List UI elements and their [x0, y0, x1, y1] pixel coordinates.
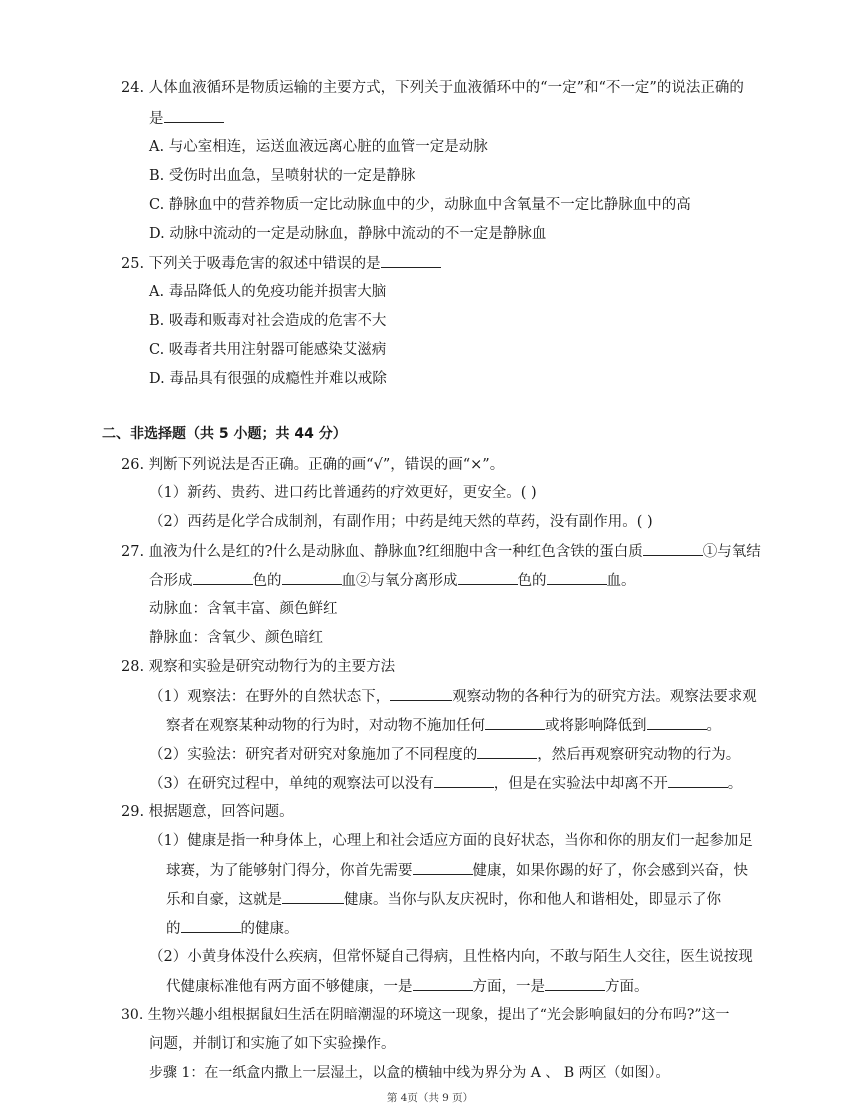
answer-blank[interactable]: [485, 715, 545, 730]
q24-stem-end: 是: [149, 111, 164, 127]
q25-stem-line: [121, 253, 441, 274]
answer-blank[interactable]: [413, 976, 473, 991]
q28-item-2: [149, 744, 740, 765]
q27-text: 血。: [606, 573, 636, 589]
q27-text: ①与氧结: [702, 544, 761, 560]
answer-blank[interactable]: [181, 918, 241, 933]
q28-item-1-line1: [149, 686, 757, 707]
q27-text: 色的: [517, 573, 547, 589]
q25-option-a: A. 毒品降低人的免疫功能并损害大脑: [149, 284, 387, 300]
q26-item-1: （1）新药、贵药、进口药比普通药的疗效更好，更安全。( ): [149, 485, 537, 501]
q26-stem: 26. 判断下列说法是否正确。正确的画“√”，错误的画“×”。: [121, 457, 505, 473]
q29-stem: 29. 根据题意，回答问题。: [121, 804, 294, 820]
q29-item-1-line1: （1）健康是指一种身体上，心理上和社会适应方面的良好状态，当你和你的朋友们一起参加足: [149, 833, 753, 849]
q28-text: 。: [727, 776, 743, 792]
q27-line3: 动脉血：含氧丰富、颜色鲜红: [149, 601, 338, 617]
q24-option-b: B. 受伤时出血急，呈喷射状的一定是静脉: [149, 168, 416, 184]
answer-blank[interactable]: [282, 889, 344, 904]
answer-blank[interactable]: [164, 108, 224, 123]
answer-blank[interactable]: [647, 715, 707, 730]
q27-line4: 静脉血：含氧少、颜色暗红: [149, 630, 323, 646]
q25-option-d: D. 毒品具有很强的成瘾性并难以戒除: [149, 371, 387, 387]
answer-blank[interactable]: [381, 253, 441, 268]
answer-blank[interactable]: [477, 744, 537, 759]
q27-text: 血②与氧分离形成: [341, 573, 458, 589]
q25-option-c: C. 吸毒者共用注射器可能感染艾滋病: [149, 342, 387, 358]
q29-text: 的健康。: [240, 921, 299, 937]
q28-item-3: [149, 773, 742, 794]
q29-text: 健康。当你与队友庆祝时，你和他人和谐相处，即显示了你: [344, 892, 721, 908]
answer-blank[interactable]: [547, 570, 607, 585]
q28-item-1-line2: [166, 715, 721, 736]
answer-blank[interactable]: [458, 570, 518, 585]
q30-line2: 问题，并制订和实施了如下实验操作。: [149, 1036, 396, 1052]
q25-stem: 25. 下列关于吸毒危害的叙述中错误的是: [121, 256, 381, 272]
q29-text: 方面，一是: [472, 979, 545, 995]
q28-text: 观察动物的各种行为的研究方法。观察法要求观: [452, 689, 757, 705]
answer-blank[interactable]: [643, 541, 703, 556]
section-heading: 二、非选择题（共 5 小题；共 44 分）: [102, 426, 347, 442]
answer-blank[interactable]: [282, 570, 342, 585]
page-footer: 第 4页（共 9 页）: [386, 1092, 474, 1104]
q27-line1: [121, 541, 761, 562]
q29-item-1-line4: [166, 918, 299, 939]
q24-option-a: A. 与心室相连，运送血液远离心脏的血管一定是动脉: [149, 139, 488, 155]
q24-stem-line1: 24. 人体血液循环是物质运输的主要方式，下列关于血液循环中的“一定”和“不一定”的说法正确的: [121, 80, 744, 96]
answer-blank[interactable]: [390, 686, 452, 701]
q29-text: 健康，如果你踢的好了，你会感到兴奋，快: [472, 863, 748, 879]
q26-item-2: （2）西药是化学合成制剂，有副作用；中药是纯天然的草药，没有副作用。( ): [149, 514, 653, 530]
q28-text: （1）观察法：在野外的自然状态下，: [149, 689, 391, 705]
answer-blank[interactable]: [193, 570, 253, 585]
q29-text: 代健康标准他有两方面不够健康，一是: [166, 979, 413, 995]
q29-item-2-line1: （2）小黄身体没什么疾病，但常怀疑自己得病，且性格内向，不敢与陌生人交往，医生说按现: [149, 949, 753, 965]
q28-text: 或将影响降低到: [545, 718, 647, 734]
q28-text: ，但是在实验法中却离不开: [493, 776, 668, 792]
q29-text: 方面。: [605, 979, 649, 995]
q28-text: 察者在观察某种动物的行为时，对动物不施加任何: [166, 718, 485, 734]
q28-text: 。: [706, 718, 721, 734]
q27-line2: [149, 570, 636, 591]
q29-item-2-line2: [166, 976, 649, 997]
q29-text: 乐和自豪，这就是: [166, 892, 282, 908]
q29-item-1-line2: [166, 860, 748, 881]
q24-stem-line2: [149, 108, 224, 129]
q29-text: 球赛，为了能够射门得分，你首先需要: [166, 863, 413, 879]
q28-stem: 28. 观察和实验是研究动物行为的主要方法: [121, 659, 396, 675]
q30-line3: 步骤 1：在一纸盒内撒上一层湿土，以盒的横轴中线为界分为 A 、 B 两区（如图）。: [149, 1065, 670, 1081]
answer-blank[interactable]: [545, 976, 605, 991]
q28-text: （2）实验法：研究者对研究对象施加了不同程度的: [149, 747, 478, 763]
q28-text: （3）在研究过程中，单纯的观察法可以没有: [149, 776, 434, 792]
answer-blank[interactable]: [413, 860, 473, 875]
answer-blank[interactable]: [434, 773, 494, 788]
q27-text: 色的: [252, 573, 282, 589]
q28-text: ，然后再观察研究动物的行为。: [537, 747, 741, 763]
q24-option-d: D. 动脉中流动的一定是动脉血，静脉中流动的不一定是静脉血: [149, 226, 547, 242]
q27-text: 27. 血液为什么是红的?什么是动脉血、静脉血?红细胞中含一种红色含铁的蛋白质: [121, 544, 643, 560]
q29-text: 的: [166, 921, 181, 937]
q27-text: 合形成: [149, 573, 193, 589]
q25-option-b: B. 吸毒和贩毒对社会造成的危害不大: [149, 313, 387, 329]
answer-blank[interactable]: [668, 773, 728, 788]
q30-line1: 30. 生物兴趣小组根据鼠妇生活在阴暗潮湿的环境这一现象，提出了“光会影响鼠妇的分布吗?”这一: [121, 1007, 730, 1023]
q29-item-1-line3: [166, 889, 721, 910]
q24-option-c: C. 静脉血中的营养物质一定比动脉血中的少，动脉血中含氧量不一定比静脉血中的高: [149, 197, 691, 213]
